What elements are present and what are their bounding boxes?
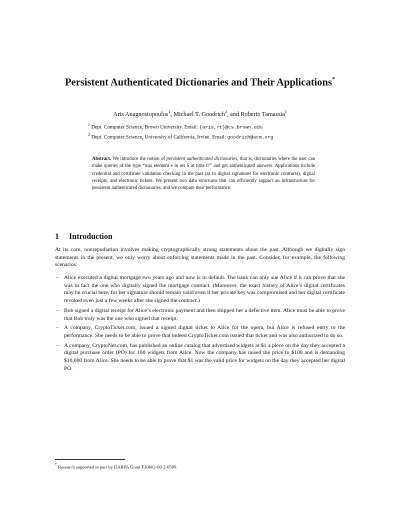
section-heading	[55, 232, 112, 241]
author-list: Aris Anagnostopoulos$^1$, Michael T. Goodrich$^2$, and Roberto Tamassia$^1$	[113, 109, 287, 119]
affiliation-email: {aris,rt}@cs.brown.edu	[199, 125, 263, 131]
affiliation-line	[88, 132, 328, 142]
list-item	[55, 275, 345, 306]
intro-paragraph: At its core, nonrepudiation involves making cryptographically strong statements about the past. Although we digitally sign statements in the present, we only worry about enforcing statements made in the past. Consider, for example, the following scenarios:	[55, 247, 345, 269]
bullet-dash: –	[56, 275, 59, 281]
section-title: Introduction	[69, 232, 113, 241]
abstract-text: We introduce the notion of	[112, 157, 165, 162]
footnote-rule	[55, 459, 125, 460]
author-name: and Roberto Tamassia	[230, 111, 285, 119]
list-item-text: Alice executed a digital mortgage two years ago and now is in default. The bank can only sue Alice if it can prove that she was in fact the one who digitally signed the mortgage contract. (Moreover, the exact history of Alice’s digital certificates may be crucial here, for her signature should remain valid even if her private key was compromised and her digital certificate revoked even just a few weeks after she signed the contract.)	[64, 275, 345, 305]
affiliation-text: Dept. Computer Science, University of California, Irvine. Email:	[91, 134, 226, 141]
footnote-text: Research supported in part by DARPA Grant F30602-00-2-0509.	[57, 464, 178, 470]
list-item-text: Bob signed a digital receipt for Alice’s electronic payment and then shipped her a defective item. Alice must be able to prove that Bob truly was the one who signed that receipt.	[64, 307, 345, 322]
footnote	[55, 462, 345, 471]
list-item	[55, 343, 345, 374]
paper-title	[60, 73, 340, 90]
abstract-label: Abstract.	[92, 157, 112, 162]
list-item	[55, 308, 345, 323]
bullet-dash: –	[56, 342, 59, 349]
author-affil-mark: 1	[168, 109, 171, 114]
author-name: Aris Anagnostopoulos	[113, 111, 169, 119]
scenario-list	[55, 275, 345, 375]
abstract-text: , that is, dictionaries where the user can make queries of the type “was element e in set S at time t?” and get authenticated answers. Applications include credential and certificate validation checking in the past (as in digital signatures for electronic contracts), digital receipts, and electronic tickets. We present two data structures that can efficiently support an infrastructure for persistent authenticated dictionaries, and we compare their performance.	[92, 157, 315, 192]
affiliation-mark: 2	[88, 133, 90, 138]
abstract-emphasis: persistent authenticated dictionaries	[166, 157, 238, 162]
title-text: Persistent Authenticated Dictionaries and Their Applications	[64, 77, 333, 89]
bullet-dash: –	[56, 307, 59, 314]
title-footnote-mark: *	[332, 77, 336, 83]
affiliation-text: Dept. Computer Science, Brown University. Email:	[91, 124, 199, 131]
author-name: Michael T. Goodrich	[173, 111, 225, 119]
footnote-mark: *	[55, 463, 57, 467]
abstract	[92, 156, 315, 192]
author-affil-mark: 2	[224, 109, 227, 114]
list-item	[55, 325, 345, 340]
list-item-text: A company, CryptoNet.com, has published an online catalog that advertised widgets at $1 a piece on the day they accepted a digital purchase order (PO) for 100 widgets from Alice. Now the company has raised the price to $100 and is demanding $10,000 from Alice. She needs to be able to prove that $1 was the valid price for widgets on the day they accepted her digital PO.	[64, 342, 345, 372]
bullet-dash: –	[56, 325, 59, 332]
affiliation-line	[88, 122, 328, 132]
author-affil-mark: 1	[284, 109, 287, 114]
list-item-text: A company, CryptoTicket.com, issued a signed digital ticket to Alice for the opera, but Alice is refused entry to the performance. She needs to be able to prove that indeed CryptoTicket.com issued that ticket and was also authorized to do so.	[64, 325, 345, 339]
affiliation-email: goodrich@acm.org	[227, 135, 274, 141]
affiliations	[88, 122, 328, 142]
affiliation-mark: 1	[88, 123, 90, 127]
section-number: 1	[55, 232, 59, 241]
